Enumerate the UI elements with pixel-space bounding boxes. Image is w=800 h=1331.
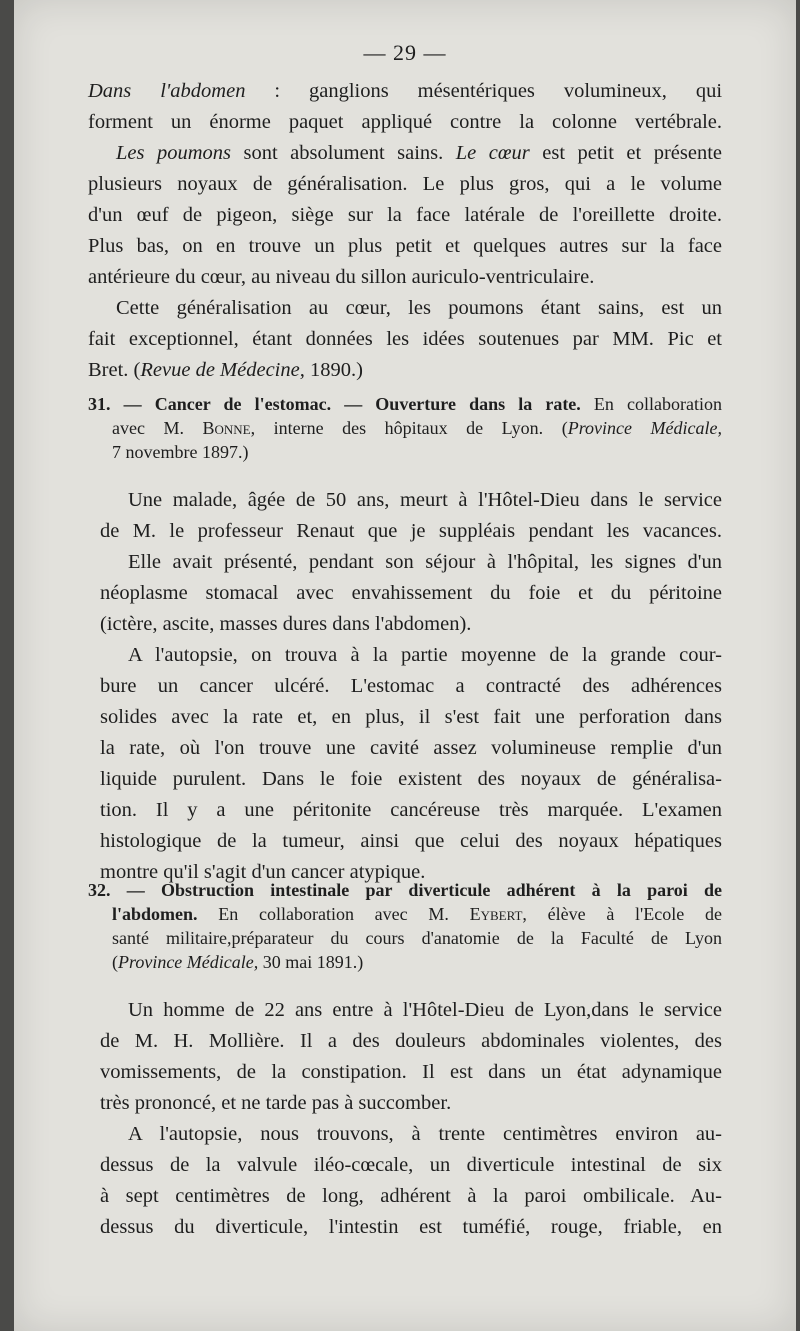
text-run: bure un cancer ulcéré. L'estomac a contracté des adhérences [100, 675, 722, 697]
text-line [100, 733, 722, 764]
text-run: Cette généralisation au cœur, les poumons étant sains, est un [116, 297, 722, 319]
text-run: : ganglions mésentériques volumineux, qui [245, 80, 723, 102]
text-run: dessus de la valvule iléo-cœcale, un diverticule intestinal de six [100, 1154, 722, 1176]
text-line [88, 440, 722, 464]
text-run: avec M. [112, 418, 203, 438]
text-line [100, 826, 722, 857]
text-run: A l'autopsie, on trouva à la partie moyenne de la grande cour- [128, 644, 722, 666]
text-line [88, 355, 722, 386]
text-run: Une malade, âgée de 50 ans, meurt à l'Hôtel-Dieu dans le service [128, 489, 722, 511]
page-number: — 29 — [363, 40, 447, 65]
text-run: dessus du diverticule, l'intestin est tuméfié, rouge, friable, en [100, 1216, 722, 1238]
text-run: tion. Il y a une péritonite cancéreuse très marquée. L'examen [100, 799, 722, 821]
text-line [100, 1150, 722, 1181]
text-run: de M. le professeur Renaut que je suppléais pendant les vacances. [100, 520, 722, 542]
text-line [88, 200, 722, 231]
text-line [100, 640, 722, 671]
text-line [88, 902, 722, 926]
text-run: ( [112, 952, 118, 972]
text-line [100, 995, 722, 1026]
text-line [100, 578, 722, 609]
text-run: solides avec la rate et, en plus, il s'est fait une perforation dans [100, 706, 722, 728]
text-run: sont absolument sains. [231, 142, 456, 164]
text-line [88, 324, 722, 355]
text-run: à sept centimètres de long, adhérent à la paroi ombilicale. Au- [100, 1185, 722, 1207]
text-run: forment un énorme paquet appliqué contre la colonne vertébrale. [88, 111, 722, 133]
text-line [88, 950, 722, 974]
text-run: A l'autopsie, nous trouvons, à trente centimètres environ au- [128, 1123, 722, 1145]
text-run: Plus bas, on en trouve un plus petit et quelques autres sur la face [88, 235, 722, 257]
text-run: liquide purulent. Dans le foie existent des noyaux de généralisa- [100, 768, 722, 790]
text-line [100, 1088, 722, 1119]
text-line [100, 671, 722, 702]
text-run: plusieurs noyaux de généralisation. Le plus gros, qui a le volume [88, 173, 722, 195]
text-run: histologique de la tumeur, ainsi que celui des noyaux hépatiques [100, 830, 722, 852]
text-run: (ictère, ascite, masses dures dans l'abdomen). [100, 613, 472, 635]
italic-text: Province Médicale, [567, 418, 722, 438]
paragraph-case-31 [100, 485, 722, 888]
text-line [88, 169, 722, 200]
text-run: 30 mai 1891.) [258, 952, 364, 972]
text-run: En collaboration [580, 394, 723, 414]
text-run: antérieure du cœur, au niveau du sillon auriculo-ventriculaire. [88, 266, 595, 288]
italic-text: Dans l'abdomen [88, 80, 246, 102]
bold-text: 32. — Obstruction intestinale par diverticule adhérent à la paroi de [88, 880, 722, 900]
text-line [100, 702, 722, 733]
text-line [100, 764, 722, 795]
text-line [100, 1181, 722, 1212]
text-line [88, 138, 722, 169]
text-line [88, 392, 722, 416]
text-line [88, 231, 722, 262]
italic-text: Le cœur [455, 142, 530, 164]
text-run: Un homme de 22 ans entre à l'Hôtel-Dieu de Lyon,dans le service [128, 999, 722, 1021]
bold-text: l'abdomen. [112, 904, 198, 924]
text-run: la rate, où l'on trouve une cavité assez volumineuse remplie d'un [100, 737, 722, 759]
paragraph-autopsy-findings [88, 76, 722, 386]
text-run: de M. H. Mollière. Il a des douleurs abdominales violentes, des [100, 1030, 722, 1052]
text-line [88, 262, 722, 293]
book-page [14, 0, 796, 1331]
bold-text: 31. — Cancer de l'estomac. — Ouverture dans la rate. [88, 394, 581, 414]
italic-text: Province Médicale, [118, 952, 259, 972]
text-line [88, 293, 722, 324]
text-run: vomissements, de la constipation. Il est dans un état adynamique [100, 1061, 722, 1083]
text-line [100, 1026, 722, 1057]
text-run: néoplasme stomacal avec envahissement du foie et du péritoine [100, 582, 722, 604]
italic-text: Revue de Médecine, [140, 359, 305, 381]
text-run: Bonne [202, 418, 251, 438]
text-line [100, 485, 722, 516]
text-run: Elle avait présenté, pendant son séjour à l'hôpital, les signes d'un [128, 551, 722, 573]
text-run: En collaboration avec M. [197, 904, 470, 924]
text-line [88, 76, 722, 107]
heading-32 [88, 878, 722, 974]
text-line [88, 926, 722, 950]
text-line [100, 516, 722, 547]
heading-31 [88, 392, 722, 464]
text-run: Bret. ( [88, 359, 141, 381]
text-run: Eybert [469, 904, 523, 924]
text-line [100, 1212, 722, 1243]
text-line [100, 795, 722, 826]
text-run: , interne des hôpitaux de Lyon. ( [250, 418, 568, 438]
text-line [100, 609, 722, 640]
text-run: santé militaire,préparateur du cours d'anatomie de la Faculté de Lyon [112, 928, 722, 948]
text-line [88, 416, 722, 440]
text-run: très prononcé, et ne tarde pas à succomber. [100, 1092, 452, 1114]
text-line [88, 107, 722, 138]
text-run: est petit et présente [529, 142, 723, 164]
text-line [100, 1057, 722, 1088]
text-line [88, 878, 722, 902]
text-line [100, 1119, 722, 1150]
text-run: montre qu'il s'agit d'un cancer atypique. [100, 861, 426, 883]
text-run: , élève à l'Ecole de [522, 904, 722, 924]
paragraph-case-32 [100, 995, 722, 1243]
text-line [100, 547, 722, 578]
text-run: 1890.) [304, 359, 363, 381]
text-run: 7 novembre 1897.) [112, 442, 249, 462]
text-run: fait exceptionnel, étant données les idées soutenues par MM. Pic et [88, 328, 722, 350]
italic-text: Les poumons [116, 142, 231, 164]
text-run: d'un œuf de pigeon, siège sur la face latérale de l'oreillette droite. [88, 204, 722, 226]
